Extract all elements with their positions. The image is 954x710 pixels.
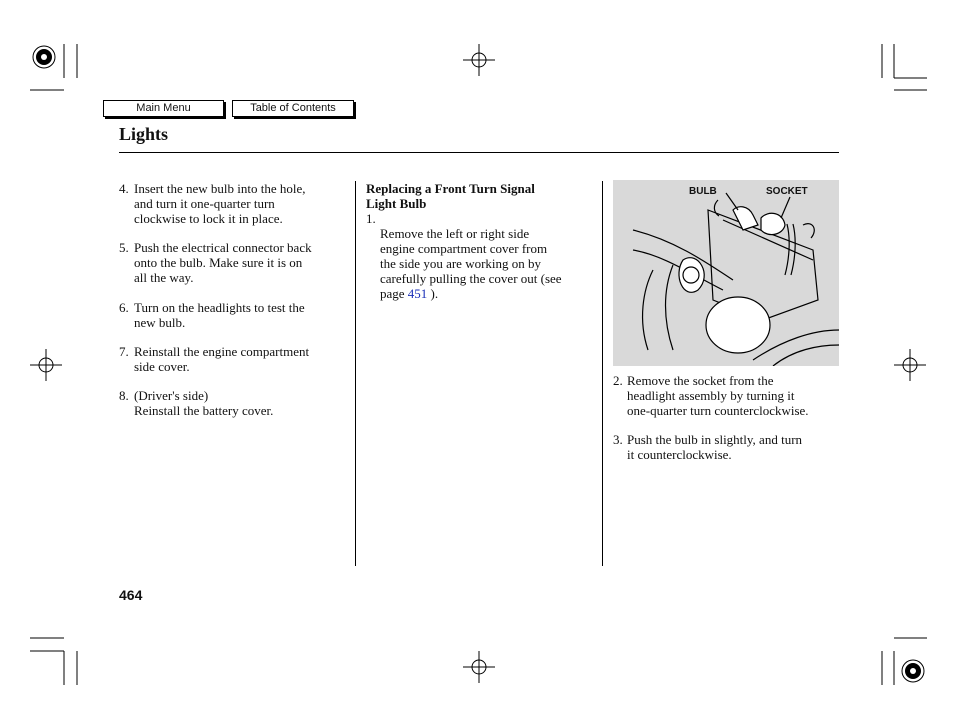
column-divider-1	[355, 181, 356, 566]
column-divider-2	[602, 181, 603, 566]
page-title: Lights	[119, 124, 169, 144]
title-rule	[119, 152, 839, 153]
step-text: Push the electrical connector back onto the bulb. Make sure it is on all the way.	[134, 240, 312, 285]
step-number: 2.	[613, 373, 623, 388]
socket-label: SOCKET	[766, 186, 808, 197]
step-text: Turn on the headlights to test the new bulb.	[134, 300, 305, 330]
step-text-end: ).	[427, 286, 439, 301]
step-number: 5.	[119, 240, 129, 255]
step-text: Remove the left or right side engine compartment cover from the side you are working on by carefully pulling the cover out (see page	[380, 226, 562, 301]
step-number: 6.	[119, 300, 129, 315]
page-number: 464	[119, 587, 143, 603]
step-number: 8.	[119, 388, 129, 403]
middle-column	[366, 181, 598, 301]
bulb-socket-illustration	[613, 180, 839, 366]
bulb-label: BULB	[689, 186, 717, 197]
section-heading: Replacing a Front Turn Signal Light Bulb	[366, 181, 535, 211]
list-item	[366, 211, 598, 301]
page-link[interactable]: 451	[407, 286, 428, 301]
step-text: (Driver's side) Reinstall the battery cover.	[134, 388, 274, 418]
step-number: 1.	[366, 211, 376, 226]
step-text: Push the bulb in slightly, and turn it counterclockwise.	[627, 432, 803, 462]
step-number: 3.	[613, 432, 623, 447]
main-menu-button[interactable]: Main Menu	[103, 100, 224, 117]
step-number: 7.	[119, 344, 129, 359]
table-of-contents-button[interactable]: Table of Contents	[232, 100, 354, 117]
step-text: Remove the socket from the headlight assembly by turning it one-quarter turn counterclockwise.	[627, 373, 809, 418]
step-number: 4.	[119, 181, 129, 196]
engine-illustration	[613, 180, 839, 366]
step-text: Insert the new bulb into the hole, and turn it one-quarter turn clockwise to lock it in place.	[134, 181, 306, 226]
step-text: Reinstall the engine compartment side cover.	[134, 344, 310, 374]
